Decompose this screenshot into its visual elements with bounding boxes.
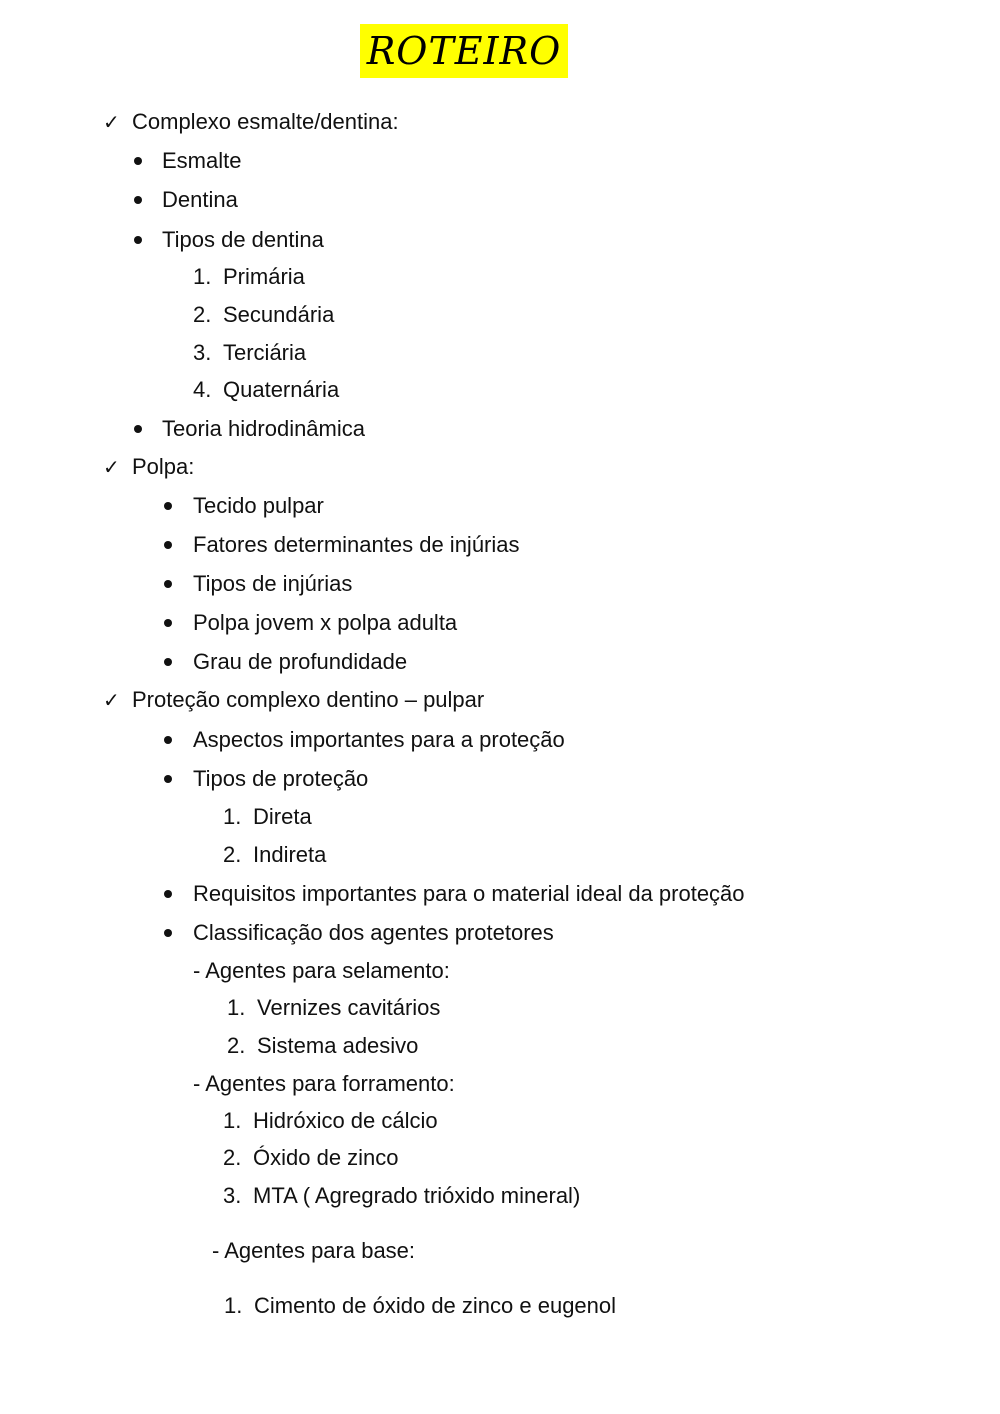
- checkmark-icon: ✓: [103, 455, 120, 479]
- bullet-icon: [164, 658, 172, 666]
- list-item-label: Esmalte: [162, 148, 242, 173]
- list-item-label: Dentina: [162, 187, 238, 212]
- item-number: 3.: [223, 1183, 242, 1208]
- item-number: 2.: [223, 1145, 242, 1170]
- bullet-icon: [164, 619, 172, 627]
- item-number: 2.: [227, 1033, 246, 1058]
- list-item-label: Aspectos importantes para a proteção: [193, 727, 565, 752]
- item-number: 1.: [223, 804, 242, 829]
- numbered-item-label: Sistema adesivo: [257, 1033, 419, 1058]
- group-heading: - Agentes para selamento:: [193, 958, 450, 983]
- group-heading: - Agentes para base:: [212, 1238, 416, 1263]
- section-label: Complexo esmalte/dentina:: [132, 109, 399, 134]
- numbered-item-label: Direta: [253, 804, 312, 829]
- list-item-label: Classificação dos agentes protetores: [193, 920, 554, 945]
- item-number: 1.: [227, 995, 246, 1020]
- list-item-label: Polpa jovem x polpa adulta: [193, 610, 458, 635]
- list-item-label: Tipos de proteção: [193, 766, 369, 791]
- item-number: 2.: [193, 302, 212, 327]
- checkmark-icon: ✓: [103, 110, 120, 134]
- numbered-item-label: Cimento de óxido de zinco e eugenol: [254, 1293, 617, 1318]
- item-number: 2.: [223, 842, 242, 867]
- section-label: Polpa:: [132, 454, 195, 479]
- bullet-icon: [164, 890, 172, 898]
- section-label: Proteção complexo dentino – pulpar: [132, 687, 485, 712]
- item-number: 1.: [193, 264, 212, 289]
- checkmark-icon: ✓: [103, 688, 120, 712]
- bullet-icon: [164, 541, 172, 549]
- bullet-icon: [164, 929, 172, 937]
- numbered-item-label: Hidróxico de cálcio: [253, 1108, 438, 1133]
- numbered-item-label: MTA ( Agregrado trióxido mineral): [253, 1183, 581, 1208]
- bullet-icon: [164, 502, 172, 510]
- bullet-icon: [164, 775, 172, 783]
- list-item-label: Fatores determinantes de injúrias: [193, 532, 520, 557]
- list-item-label: Requisitos importantes para o material ideal da proteção: [193, 881, 745, 906]
- list-item-label: Tecido pulpar: [193, 493, 324, 518]
- bullet-icon: [164, 736, 172, 744]
- item-number: 3.: [193, 340, 212, 365]
- numbered-item-label: Secundária: [223, 302, 335, 327]
- list-item-label: Grau de profundidade: [193, 649, 408, 674]
- bullet-icon: [134, 425, 142, 433]
- list-item-label: Tipos de injúrias: [193, 571, 353, 596]
- item-number: 1.: [223, 1108, 242, 1133]
- list-item-label: Tipos de dentina: [162, 227, 324, 252]
- numbered-item-label: Indireta: [253, 842, 327, 867]
- numbered-item-label: Quaternária: [223, 377, 340, 402]
- item-number: 1.: [224, 1293, 243, 1318]
- numbered-item-label: Primária: [223, 264, 305, 289]
- bullet-icon: [134, 196, 142, 204]
- bullet-icon: [164, 580, 172, 588]
- numbered-item-label: Vernizes cavitários: [257, 995, 441, 1020]
- page-title: ROTEIRO: [360, 24, 568, 78]
- numbered-item-label: Terciária: [223, 340, 307, 365]
- list-item-label: Teoria hidrodinâmica: [162, 416, 365, 441]
- numbered-item-label: Óxido de zinco: [253, 1145, 399, 1170]
- bullet-icon: [134, 157, 142, 165]
- item-number: 4.: [193, 377, 212, 402]
- group-heading: - Agentes para forramento:: [193, 1071, 455, 1096]
- bullet-icon: [134, 236, 142, 244]
